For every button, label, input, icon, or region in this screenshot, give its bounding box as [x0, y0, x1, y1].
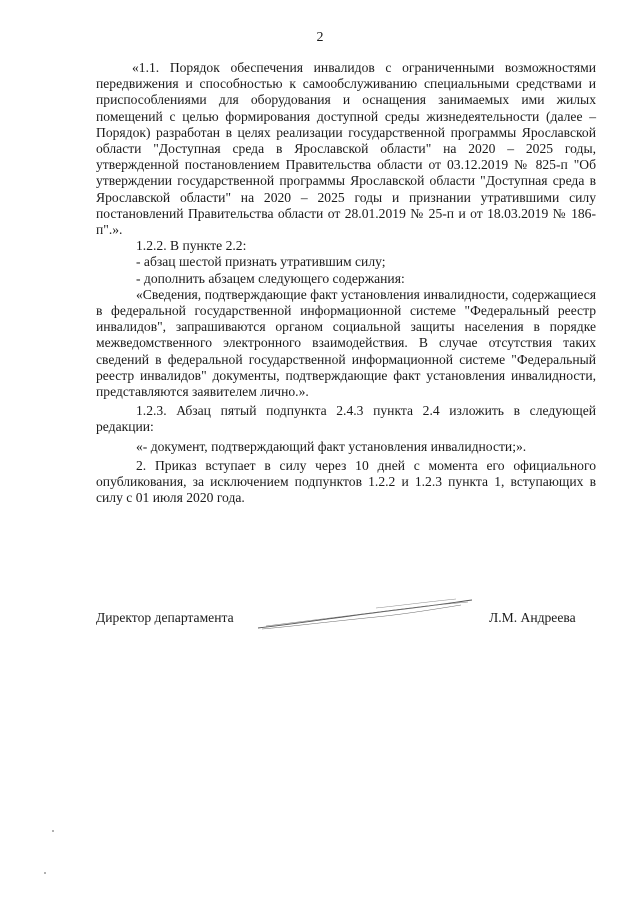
signatory-title: Директор департамента [96, 610, 234, 625]
scan-speck [52, 830, 54, 832]
paragraph-1-1: «1.1. Порядок обеспечения инвалидов с ограниченными возможностями передвижения и способностью к самообслуживанию специальными средствами и приспособлениями для оборудования и оснащения занимаемых ими жилых помещений с целью формирования доступной среды жизнедеятельности (далее – Порядок) разработан в целях реализации государственной программы Ярославской области "Доступная среда в Ярославской области" на 2020 – 2025 годы, утвержденной постановлением Правительства области от 03.12.2019 № 825-п "Об утверждении государственной программы Ярославской области "Доступная среда в Ярославской области" на 2020 – 2025 годы и признании утратившими силу постановлений Правительства области от 28.01.2019 № 25-п и от 18.03.2019 № 186-п".». [96, 60, 596, 238]
paragraph-bullet-2: - дополнить абзацем следующего содержания: [136, 270, 405, 286]
paragraph-1-2-2-heading: 1.2.2. В пункте 2.2: [136, 238, 247, 254]
paragraph-2: 2. Приказ вступает в силу через 10 дней с момента его официального опубликования, за исключением подпунктов 1.2.2 и 1.2.3 пункта 1, вступающих в силу с 01 июля 2020 года. [96, 457, 596, 506]
handwritten-signature [256, 596, 476, 632]
signatory-name: Л.М. Андреева [489, 610, 576, 625]
page-number: 2 [316, 30, 324, 45]
paragraph-quote-svedeniya: «Сведения, подтверждающие факт установления инвалидности, содержащиеся в федеральной государственной информационной системе "Федеральный реестр инвалидов", запрашиваются органом социальной защиты населения в порядке межведомственного электронного взаимодействия. В случае отсутствия таких сведений в федеральной государственной информационной системе "Федеральный реестр инвалидов" документы, подтверждающие факт установления инвалидности, представляются заявителем лично.». [96, 286, 596, 400]
paragraph-1-2-3: 1.2.3. Абзац пятый подпункта 2.4.3 пункта 2.4 изложить в следующей редакции: [96, 403, 596, 435]
paragraph-quote-document: «- документ, подтверждающий факт установления инвалидности;». [136, 438, 527, 454]
document-body [96, 60, 596, 506]
paragraph-bullet-1: - абзац шестой признать утратившим силу; [136, 254, 386, 270]
scan-speck [44, 872, 46, 874]
